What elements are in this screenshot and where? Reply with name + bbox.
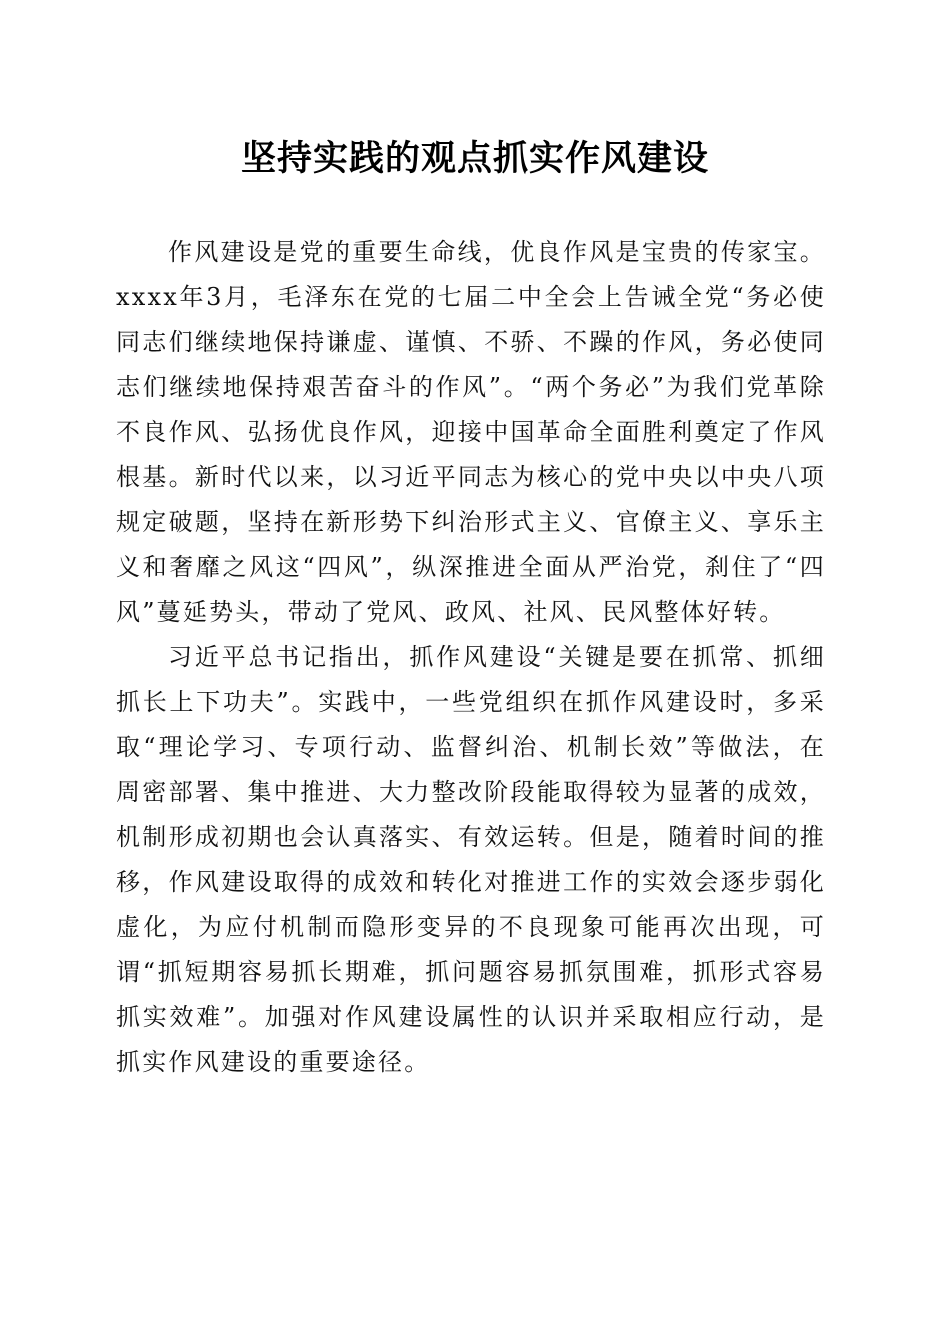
- document-title: 坚持实践的观点抓实作风建设: [240, 138, 709, 179]
- document-body: [116, 230, 826, 1085]
- paragraph: 习近平总书记指出，抓作风建设“关键是要在抓常、抓细抓长上下功夫”。实践中，一些党组织在抓作风建设时，多采取“理论学习、专项行动、监督纠治、机制长效”等做法，在周密部署、集中推进、大力整改阶段能取得较为显著的成效，机制形成初期也会认真落实、有效运转。但是，随着时间的推移，作风建设取得的成效和转化对推进工作的实效会逐步弱化虚化，为应付机制而隐形变异的不良现象可能再次出现，可谓“抓短期容易抓长期难，抓问题容易抓氛围难，抓形式容易抓实效难”。加强对作风建设属性的认识并采取相应行动，是抓实作风建设的重要途径。: [116, 643, 826, 1076]
- paragraph: 作风建设是党的重要生命线，优良作风是宝贵的传家宝。xxxx年3月，毛泽东在党的七届二中全会上告诫全党“务必使同志们继续地保持谦虚、谨慎、不骄、不躁的作风，务必使同志们继续地保持艰苦奋斗的作风”。“两个务必”为我们党革除不良作风、弘扬优良作风，迎接中国革命全面胜利奠定了作风根基。新时代以来，以习近平同志为核心的党中央以中央八项规定破题，坚持在新形势下纠治形式主义、官僚主义、享乐主义和奢靡之风这“四风”，纵深推进全面从严治党，刹住了“四风”蔓延势头，带动了党风、政风、社风、民风整体好转。: [116, 238, 826, 626]
